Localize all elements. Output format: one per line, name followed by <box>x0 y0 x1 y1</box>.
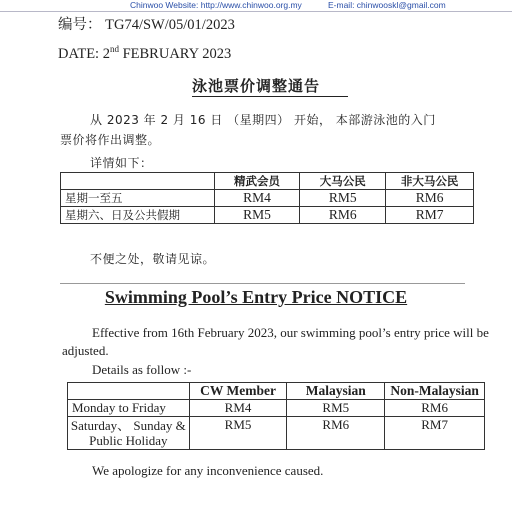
section-divider <box>60 283 465 284</box>
zh-row-label: 星期六、日及公共假期 <box>61 207 215 224</box>
price-cell: RM6 <box>385 400 485 417</box>
en-price-table <box>67 382 485 450</box>
en-header-cell: Malaysian <box>287 383 385 400</box>
price-cell: RM5 <box>300 190 386 207</box>
price-cell: RM4 <box>189 400 287 417</box>
en-row-label: Monday to Friday <box>68 400 190 417</box>
zh-body-line1: 从 2023 年 2 月 16 日 （星期四） 开始， 本部游泳池的入门 <box>90 113 436 127</box>
en-header-cell: Non-Malaysian <box>385 383 485 400</box>
en-row-label <box>68 417 190 450</box>
price-cell: RM5 <box>214 207 300 224</box>
en-table-header-row <box>68 383 485 400</box>
zh-header-cell <box>61 173 215 190</box>
zh-header-cell: 精武会员 <box>214 173 300 190</box>
zh-price-table <box>60 172 474 224</box>
en-details-label: Details as follow :- <box>92 362 192 377</box>
date-prefix: DATE: 2 <box>58 45 110 62</box>
zh-closing: 不便之处，敬请见谅。 <box>90 252 216 266</box>
zh-details-label: 详情如下： <box>90 156 153 170</box>
zh-title: 泳池票价调整通告 <box>191 77 320 95</box>
en-title: Swimming Pool’s Entry Price NOTICE <box>104 287 408 307</box>
zh-title-underline <box>192 96 348 97</box>
price-cell: RM5 <box>189 417 287 450</box>
reference-number: 编号： TG74/SW/05/01/2023 <box>58 17 235 33</box>
table-row <box>61 190 474 207</box>
en-body-line1: Effective from 16th February 2023, our swimming pool’s entry price will be <box>92 325 489 340</box>
en-header-cell: CW Member <box>189 383 287 400</box>
en-closing: We apologize for any inconvenience caused. <box>92 463 324 478</box>
price-cell: RM6 <box>386 190 474 207</box>
header-email: E-mail: chinwooskl@gmail.com <box>328 0 446 10</box>
table-row <box>68 417 485 450</box>
table-row <box>68 400 485 417</box>
price-cell: RM6 <box>300 207 386 224</box>
en-row-label-line: Public Holiday <box>89 433 168 448</box>
notice-date <box>58 44 231 63</box>
table-row <box>61 207 474 224</box>
price-cell: RM6 <box>287 417 385 450</box>
zh-header-cell: 大马公民 <box>300 173 386 190</box>
date-suffix: FEBRUARY 2023 <box>118 45 232 62</box>
zh-table-header-row <box>61 173 474 190</box>
price-cell: RM7 <box>385 417 485 450</box>
en-body-line2: adjusted. <box>62 343 109 358</box>
date-ordinal: nd <box>109 44 119 54</box>
price-cell: RM7 <box>386 207 474 224</box>
header-website: Chinwoo Website: http://www.chinwoo.org.my <box>130 0 302 10</box>
price-cell: RM5 <box>287 400 385 417</box>
zh-header-cell: 非大马公民 <box>386 173 474 190</box>
header-divider <box>0 11 512 12</box>
zh-row-label: 星期一至五 <box>61 190 215 207</box>
en-row-label-line: Saturday、 Sunday & <box>70 418 186 433</box>
price-cell: RM4 <box>214 190 300 207</box>
en-header-cell <box>68 383 190 400</box>
zh-body-line2: 票价将作出调整。 <box>60 133 161 147</box>
